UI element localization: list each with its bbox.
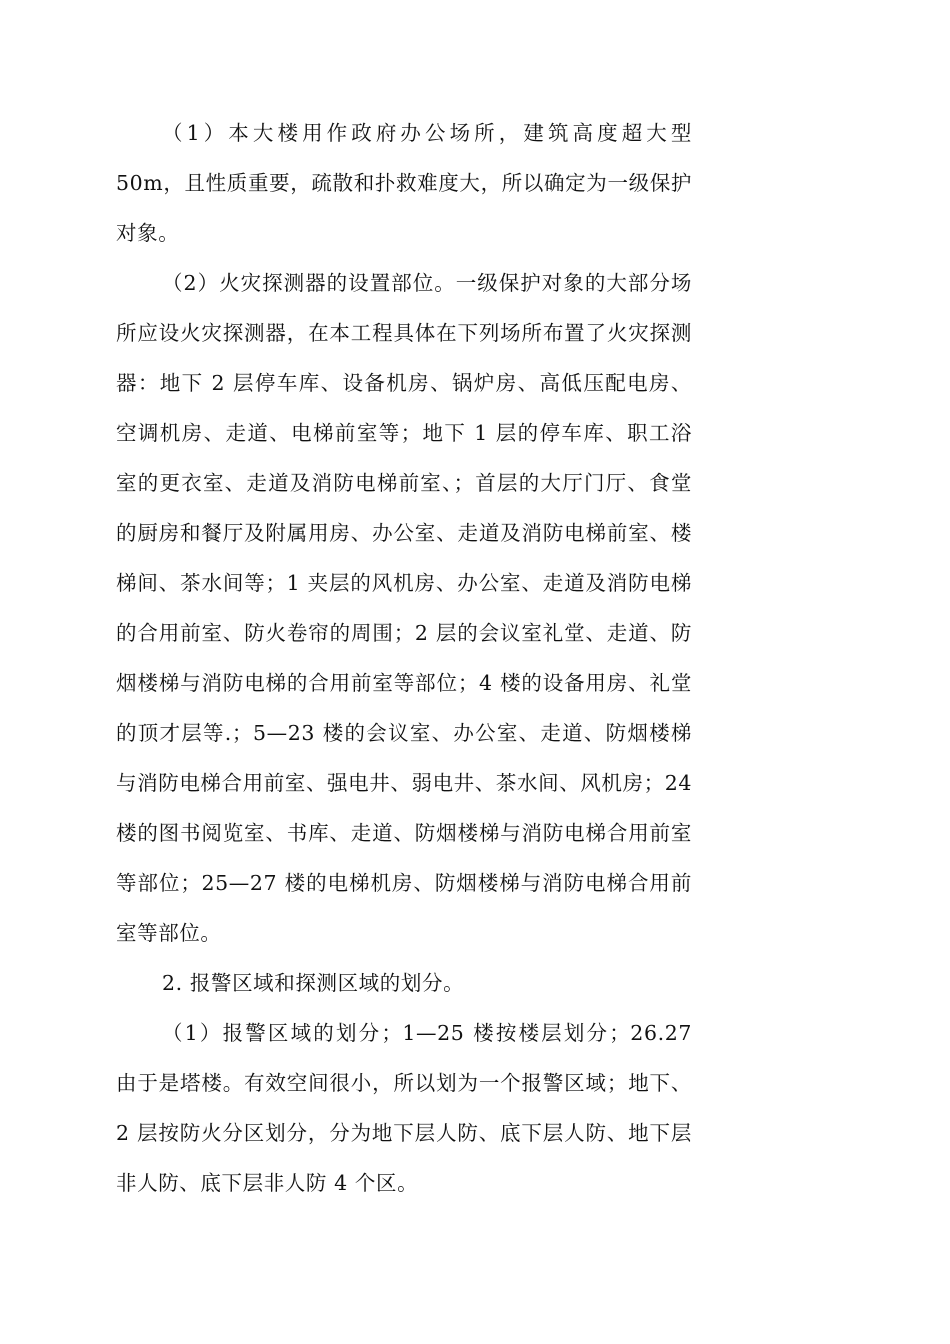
section-heading-zone-division: 2. 报警区域和探测区域的划分。 bbox=[162, 971, 465, 995]
paragraph-detector-locations: （2）火灾探测器的设置部位。一级保护对象的大部分场所应设火灾探测器，在本工程具体在下列场所布置了火灾探测器：地下 2 层停车库、设备机房、锅炉房、高低压配电房、空调机房、走道、电梯前室等；地下 1 层的停车库、职工浴室的更衣室、走道及消防电梯前室、；首层的大厅门厅、食堂的厨房和餐厅及附属用房、办公室、走道及消防电梯前室、楼梯间、茶水间等；1 夹层的风机房、办公室、走道及消防电梯的合用前室、防火卷帘的周围；2 层的会议室礼堂、走道、防烟楼梯与消防电梯的合用前室等部位；4 楼的设备用房、礼堂的顶才层等.；5—23 楼的会议室、办公室、走道、防烟楼梯与消防电梯合用前室、强电井、弱电井、茶水间、风机房；24 楼的图书阅览室、书库、走道、防烟楼梯与消防电梯合用前室等部位；25—27 楼的电梯机房、防烟楼梯与消防电梯合用前室等部位。 bbox=[116, 271, 692, 945]
document-page bbox=[116, 108, 692, 1208]
paragraph-alarm-zone-division: （1）报警区域的划分；1—25 楼按楼层划分；26.27 由于是塔楼。有效空间很小，所以划为一个报警区域；地下、2 层按防火分区划分，分为地下层人防、底下层人防、地下层非人防、底下层非人防 4 个区。 bbox=[116, 1021, 692, 1195]
paragraph-protection-level: （1）本大楼用作政府办公场所，建筑高度超大型 50m，且性质重要，疏散和扑救难度大，所以确定为一级保护对象。 bbox=[116, 121, 692, 245]
